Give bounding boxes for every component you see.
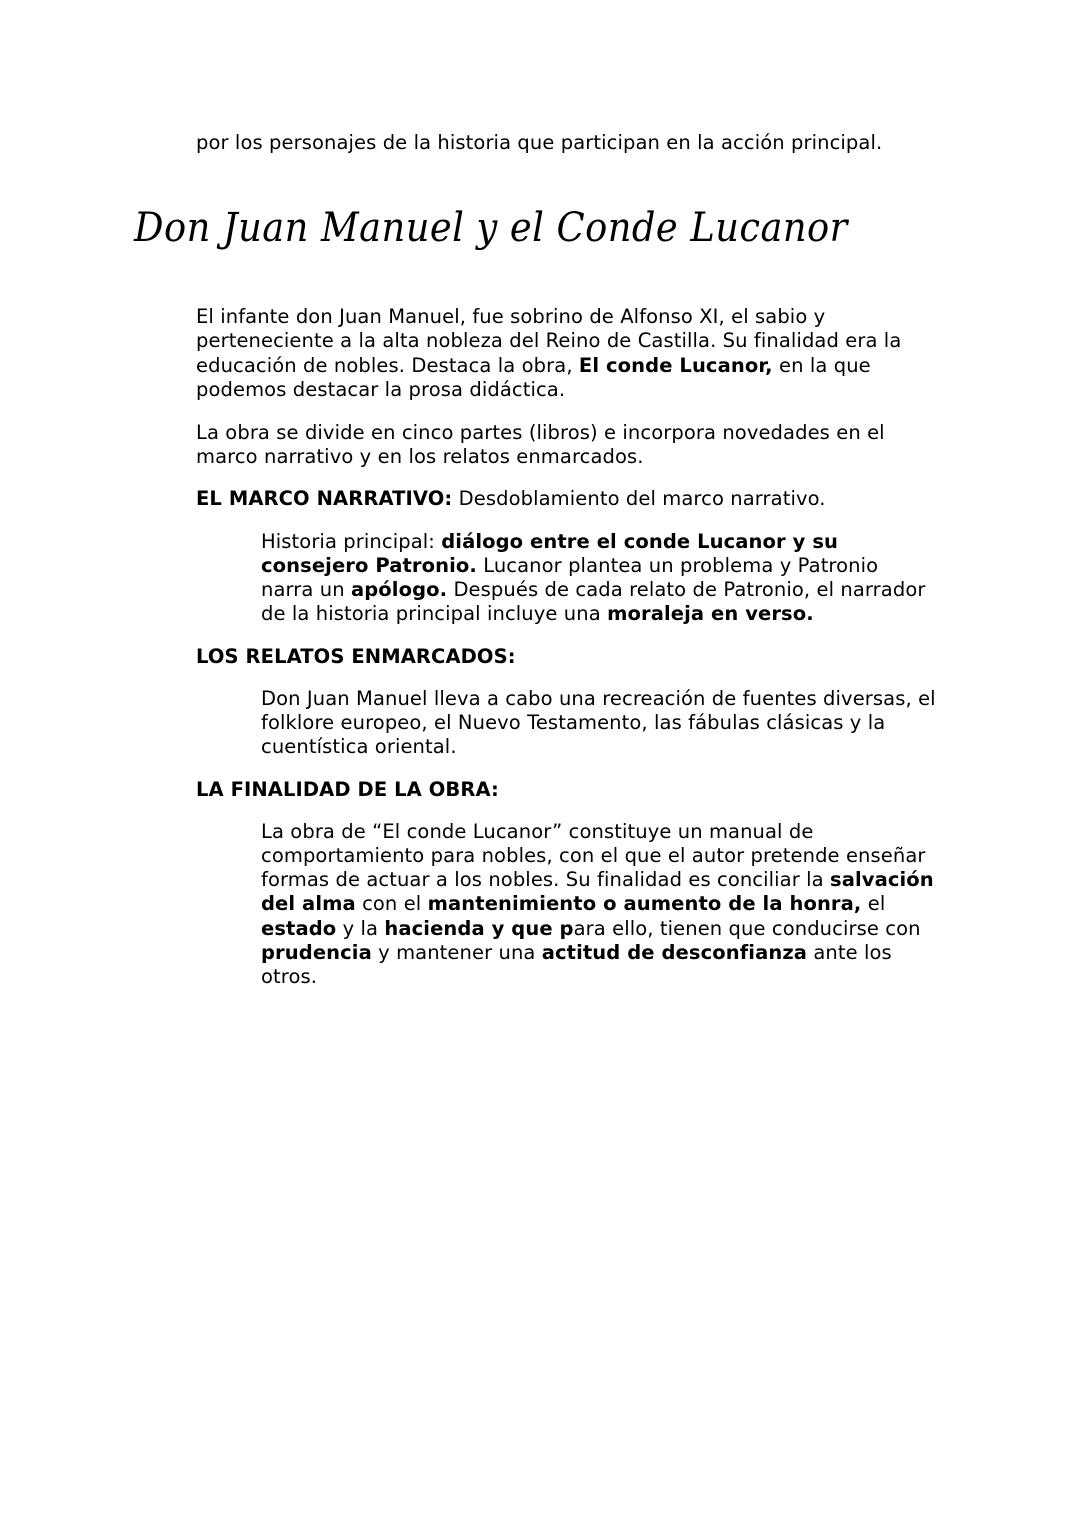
text-line — [261, 554, 878, 579]
text-line: marco narrativo y en los relatos enmarcados. — [196, 445, 644, 468]
text-run: formas de actuar a los nobles. Su finalidad es conciliar la — [261, 868, 831, 891]
work-title-bold: El conde Lucanor, — [578, 354, 773, 377]
text-line — [196, 354, 871, 379]
intro-line: por los personajes de la historia que participan en la acción principal. — [196, 131, 883, 154]
bold-run: estado — [261, 917, 337, 940]
text-run: ante los — [807, 941, 892, 964]
text-run: educación de nobles. Destaca la obra, — [196, 354, 579, 377]
text-line — [261, 868, 934, 893]
text-run: Después de cada relato de Patronio, el narrador — [447, 578, 926, 601]
heading-label: EL MARCO NARRATIVO: — [196, 487, 453, 510]
text-run: con el — [355, 892, 428, 915]
text-line: El infante don Juan Manuel, fue sobrino de Alfonso XI, el sabio y — [196, 305, 826, 328]
text-line: La obra se divide en cinco partes (libros) e incorpora novedades en el — [196, 421, 885, 444]
text-run: en la que — [772, 354, 871, 377]
bold-run: actitud de desconfianza — [541, 941, 808, 964]
text-line: perteneciente a la alta nobleza del Reino de Castilla. Su finalidad era la — [196, 329, 902, 352]
bold-run: consejero Patronio. — [261, 554, 477, 577]
text-line — [261, 892, 885, 917]
text-line — [261, 941, 892, 966]
bold-run: mantenimiento o aumento de la honra, — [427, 892, 862, 915]
text-line: podemos destacar la prosa didáctica. — [196, 378, 566, 401]
section-title: Don Juan Manuel y el Conde Lucanor — [134, 205, 848, 251]
text-run: Historia principal: — [261, 530, 442, 553]
text-line — [261, 917, 921, 942]
text-run: y la — [336, 917, 385, 940]
text-line: folklore europeo, el Nuevo Testamento, las fábulas clásicas y la — [261, 711, 886, 734]
text-line — [261, 578, 925, 603]
section-heading: LA FINALIDAD DE LA OBRA: — [196, 778, 499, 801]
text-line: otros. — [261, 965, 318, 988]
text-run: el — [861, 892, 886, 915]
bold-run: salvación — [830, 868, 934, 891]
section-heading — [196, 487, 826, 512]
text-line: Don Juan Manuel lleva a cabo una recreación de fuentes diversas, el — [261, 687, 936, 710]
section-heading: LOS RELATOS ENMARCADOS: — [196, 645, 516, 668]
heading-description: Desdoblamiento del marco narrativo. — [452, 487, 826, 510]
bold-run: diálogo entre el conde Lucanor y su — [441, 530, 839, 553]
text-run: de la historia principal incluye una — [261, 602, 608, 625]
bold-run: del alma — [261, 892, 356, 915]
text-run: Lucanor plantea un problema y Patronio — [476, 554, 879, 577]
text-line: La obra de “El conde Lucanor” constituye un manual de — [261, 820, 814, 843]
bold-run: prudencia — [261, 941, 372, 964]
text-run: narra un — [261, 578, 351, 601]
bold-run: moraleja en verso. — [607, 602, 814, 625]
text-run: ara ello, tienen que conducirse con — [573, 917, 921, 940]
bold-run: apólogo. — [350, 578, 448, 601]
text-line — [261, 530, 838, 555]
text-run: y mantener una — [371, 941, 542, 964]
text-line: cuentística oriental. — [261, 735, 457, 758]
text-line: comportamiento para nobles, con el que el autor pretende enseñar — [261, 844, 926, 867]
text-line — [261, 602, 814, 627]
bold-run: hacienda y que p — [384, 917, 574, 940]
